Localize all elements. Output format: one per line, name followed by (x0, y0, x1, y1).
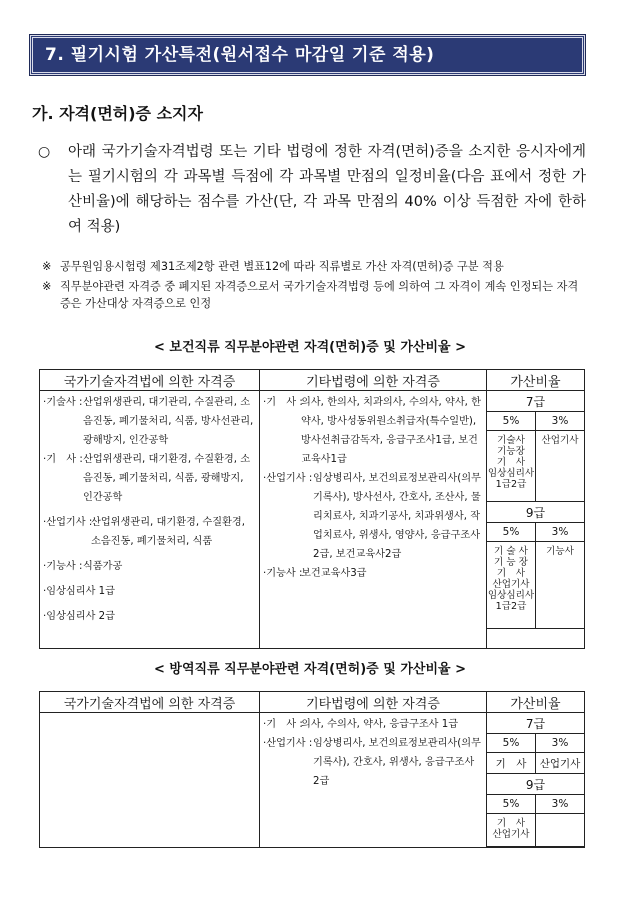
main-paragraph (38, 140, 586, 240)
grade-label: 7급 (487, 713, 584, 734)
entry-text: 산업위생관리, 대기환경, 수질환경, 소음진동, 폐기물처리, 식품, 광해방지, 인간공학 (83, 454, 251, 503)
rate-5pct-qualifications: 기 사 산업기사 (487, 814, 536, 847)
rate-5pct-qualifications: 기 사 (487, 753, 536, 774)
entry-text: 산업위생관리, 대기관리, 수질관리, 소음진동, 폐기물처리, 식품, 방사선관리, 광해방지, 인간공학 (83, 397, 254, 446)
entry-text: 임상병리사, 보건의료정보관리사(의무기록사), 방사선사, 간호사, 조산사, 물리치료사, 치과기공사, 치과위생사, 작업치료사, 위생사, 영양사, 응급구조사2급, 보건교육사2급 (313, 473, 481, 560)
entry-label: ·기 사 : (43, 454, 83, 465)
table2-national-cell (40, 713, 260, 848)
table1 (39, 369, 585, 649)
qualification-entry (43, 393, 256, 450)
table1-header-other: 기타법령에 의한 자격증 (260, 370, 487, 391)
rate-5pct: 5% (487, 734, 536, 753)
qualification-entry (43, 513, 256, 551)
section-header-banner: 7. 필기시험 가산특전(원서접수 마감일 기준 적용) (30, 35, 585, 75)
rate-grid (487, 713, 584, 847)
paragraph-text: 아래 국가기술자격법령 또는 기타 법령에 정한 자격(면허)증을 소지한 응시자에게는 필기시험의 각 과목별 득점에 각 과목별 만점의 일정비율(다음 표에서 정한 가산비율)에 해당하는 점수를 가산(단, 각 과목 만점의 40% 이상 득점한 자에 한하여 적용) (68, 144, 586, 235)
entry-text: 의사, 수의사, 약사, 응급구조사 1급 (301, 719, 459, 730)
qualification-entry (43, 557, 256, 576)
qualification-entry (263, 393, 483, 469)
entry-text: 보건교육사3급 (301, 568, 367, 579)
table2-header-rate: 가산비율 (487, 692, 585, 713)
rate-5pct: 5% (487, 523, 536, 542)
rate-3pct-qualifications: 기능사 (536, 542, 585, 629)
rate-3pct: 3% (536, 795, 585, 814)
circle-bullet-icon: ○ (38, 144, 51, 160)
entry-label: ·기 사 : (263, 719, 303, 730)
qualification-entry (263, 715, 483, 734)
table2-header-national: 국가기술자격법에 의한 자격증 (40, 692, 260, 713)
rate-grid (487, 391, 584, 629)
qualification-entry (263, 734, 483, 791)
entry-label: ·기술사 : (43, 397, 83, 408)
table1-other-cell (260, 391, 487, 649)
note-mark: ※ (42, 280, 52, 293)
rate-5pct-qualifications: 기 술 사 기 능 장 기 사 산업기사 임상심리사 1급2급 (487, 542, 536, 629)
subsection-title: 가. 자격(면허)증 소지자 (32, 104, 203, 123)
grade-label: 9급 (487, 774, 584, 795)
table2-title: < 방역직류 직무분야관련 자격(면허)증 및 가산비율 > (154, 662, 466, 677)
entry-text: 산업위생관리, 대기환경, 수질환경, 소음진동, 폐기물처리, 식품 (91, 517, 245, 547)
table2 (39, 691, 585, 848)
entry-text: 임상병리사, 보건의료정보관리사(의무기록사), 간호사, 위생사, 응급구조사 2급 (313, 738, 481, 787)
entry-label: ·기능사 : (263, 568, 303, 579)
qualification-entry (43, 450, 256, 507)
note-1 (42, 258, 587, 275)
note-2 (42, 278, 587, 312)
rate-5pct: 5% (487, 412, 536, 431)
rate-3pct-qualifications: 산업기사 (536, 431, 585, 502)
note-text: 공무원임용시험령 제31조제2항 관련 별표12에 따라 직류별로 가산 자격(면허)증 구분 적용 (60, 260, 504, 273)
grade-label: 7급 (487, 391, 584, 412)
rate-3pct-qualifications (536, 814, 585, 847)
table1-national-cell (40, 391, 260, 649)
table2-rate-cell (487, 713, 585, 848)
note-text: 직무분야관련 자격증 중 폐지된 자격증으로서 국가기술자격법령 등에 의하여 그 자격이 계속 인정되는 자격증은 가산대상 자격증으로 인정 (60, 280, 579, 310)
rate-3pct: 3% (536, 523, 585, 542)
entry-label: ·기 사 : (263, 397, 303, 408)
table1-header-rate: 가산비율 (487, 370, 585, 391)
qualification-entry: ·임상심리사 2급 (43, 611, 116, 622)
entry-label: ·산업기사 : (263, 473, 313, 484)
table1-header-national: 국가기술자격법에 의한 자격증 (40, 370, 260, 391)
table1-rate-cell (487, 391, 585, 649)
entry-label: ·산업기사 : (263, 738, 313, 749)
entry-label: ·산업기사 : (43, 517, 93, 528)
grade-label: 9급 (487, 502, 584, 523)
rate-3pct: 3% (536, 734, 585, 753)
table2-other-cell (260, 713, 487, 848)
note-mark: ※ (42, 260, 52, 273)
rate-3pct: 3% (536, 412, 585, 431)
table1-title: < 보건직류 직무분야관련 자격(면허)증 및 가산비율 > (154, 340, 466, 355)
qualification-entry (263, 564, 483, 583)
rate-3pct-qualifications: 산업기사 (536, 753, 585, 774)
table2-header-other: 기타법령에 의한 자격증 (260, 692, 487, 713)
entry-label: ·기능사 : (43, 561, 83, 572)
rate-5pct: 5% (487, 795, 536, 814)
qualification-entry: ·임상심리사 1급 (43, 586, 116, 597)
entry-text: 의사, 한의사, 치과의사, 수의사, 약사, 한약사, 방사성동위원소취급자(특수일반), 방사선취급감독자, 응급구조사1급, 보건교육사1급 (301, 397, 481, 465)
rate-5pct-qualifications: 기술사 기능장 기 사 임상심리사 1급2급 (487, 431, 536, 502)
entry-text: 식품가공 (83, 561, 123, 572)
qualification-entry (263, 469, 483, 564)
